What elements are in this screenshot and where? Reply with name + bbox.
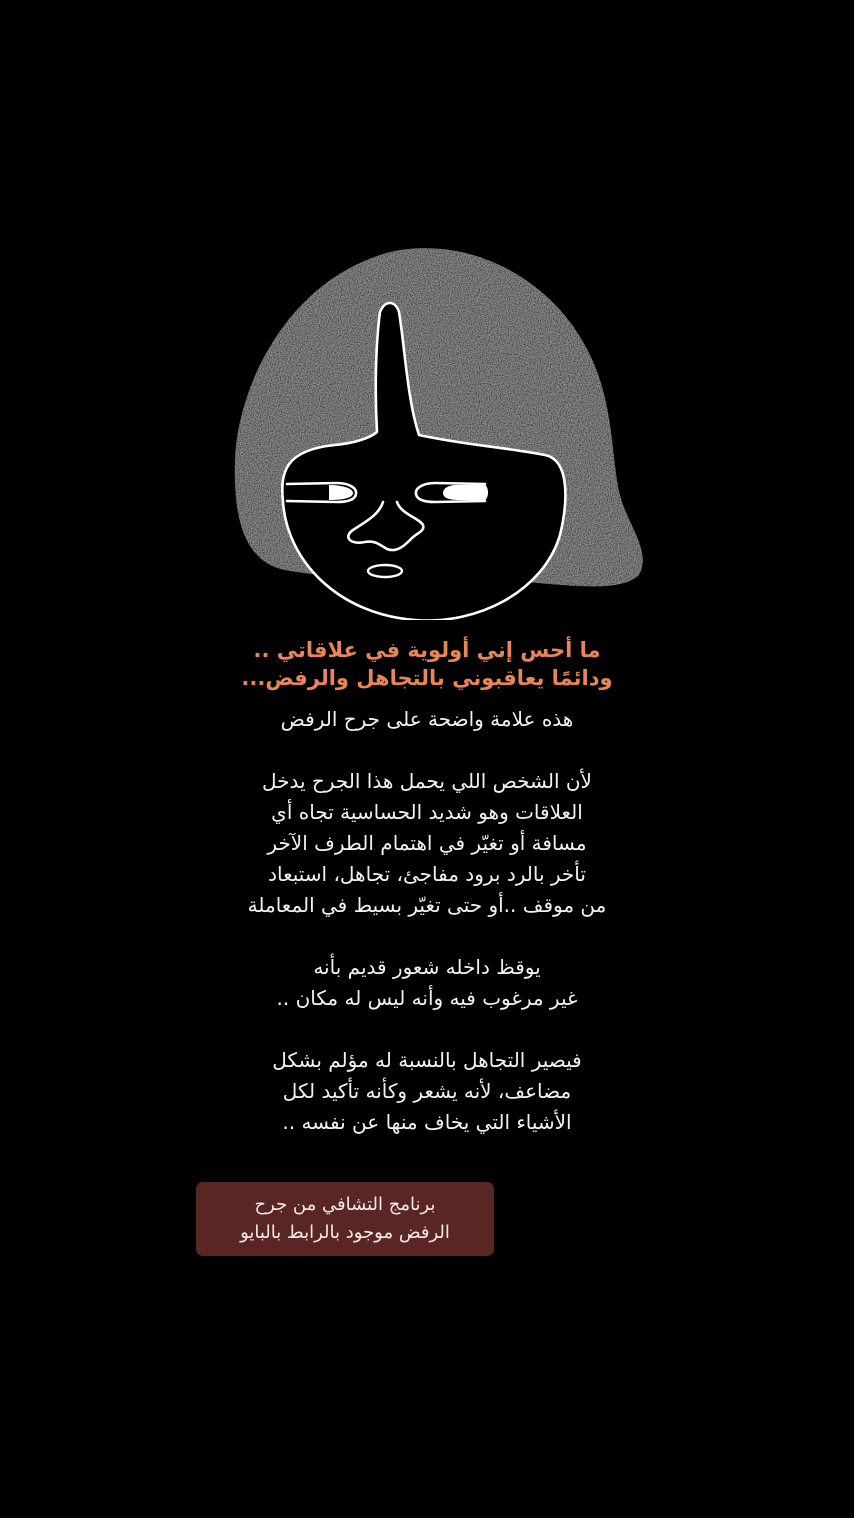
paragraph-1-line: تأخر بالرد برود مفاجئ، تجاهل، استبعاد	[268, 862, 586, 886]
paragraph-gap	[150, 1014, 704, 1045]
paragraph-2-line: غير مرغوب فيه وأنه ليس له مكان ..	[276, 986, 578, 1010]
body-text	[150, 704, 704, 1138]
callout-line-1: برنامج التشافي من جرح	[254, 1194, 436, 1215]
callout-line-2: الرفض موجود بالرابط بالبايو	[240, 1222, 450, 1243]
paragraph-1-line: لأن الشخص اللي يحمل هذا الجرح يدخل	[262, 769, 592, 793]
paragraph-3-line: مضاعف، لأنه يشعر وكأنه تأكيد لكل	[282, 1079, 572, 1103]
program-link-callout	[196, 1182, 494, 1256]
paragraph-3-line: الأشياء التي يخاف منها عن نفسه ..	[282, 1110, 572, 1134]
paragraph-3-line: فيصير التجاهل بالنسبة له مؤلم بشكل	[272, 1048, 582, 1072]
headline	[150, 636, 704, 692]
face-hood-illustration	[225, 240, 655, 620]
headline-line-2: ودائمًا يعاقبوني بالتجاهل والرفض...	[241, 666, 613, 690]
paragraph-gap	[150, 735, 704, 766]
intro-line: هذه علامة واضحة على جرح الرفض	[280, 707, 574, 731]
paragraph-2-line: يوقظ داخله شعور قديم بأنه	[313, 955, 541, 979]
paragraph-1-line: من موقف ..أو حتى تغيّر بسيط في المعاملة	[247, 893, 607, 917]
paragraph-1-line: العلاقات وهو شديد الحساسية تجاه أي	[271, 800, 583, 824]
paragraph-gap	[150, 921, 704, 952]
headline-line-1: ما أحس إني أولوية في علاقاتي ..	[253, 638, 601, 662]
paragraph-1-line: مسافة أو تغيّر في اهتمام الطرف الآخر	[267, 831, 587, 855]
